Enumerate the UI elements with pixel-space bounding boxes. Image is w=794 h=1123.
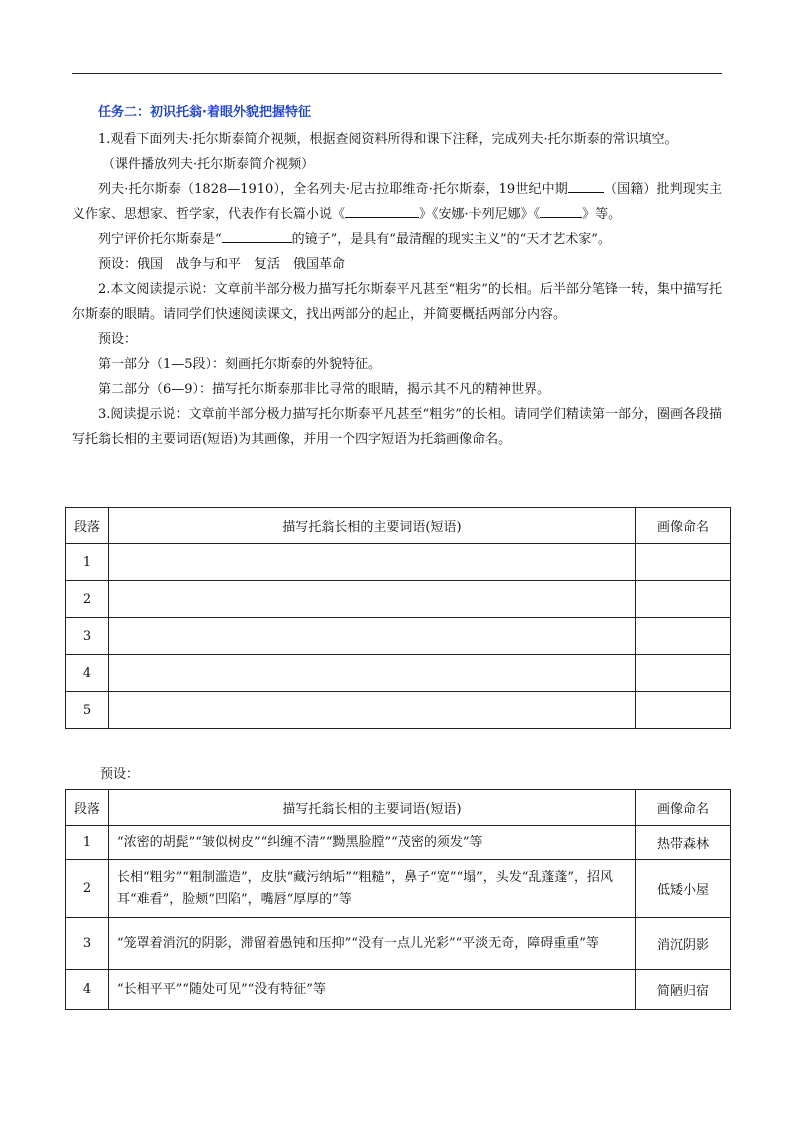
section-title: 任务二：初识托翁·着眼外貌把握特征 xyxy=(98,105,311,120)
row-number: 3 xyxy=(66,618,109,655)
table-row xyxy=(66,918,731,970)
name-cell[interactable] xyxy=(636,544,731,581)
table-row xyxy=(66,860,731,918)
words-cell: “长相平平”“随处可见”“没有特征”等 xyxy=(109,970,636,1010)
fill-text-d: 》等。 xyxy=(582,207,622,222)
fill-text-e: 列宁评价托尔斯泰是“ xyxy=(98,232,222,247)
video-note: （课件播放列夫·托尔斯泰简介视频） xyxy=(102,157,315,172)
row-number: 4 xyxy=(66,970,109,1010)
blank-portrait-table xyxy=(65,507,731,729)
row-number: 2 xyxy=(66,581,109,618)
fill-text-c: 》《安娜·卡列尼娜》《 xyxy=(419,207,541,222)
table-row xyxy=(66,544,731,581)
words-cell[interactable] xyxy=(109,581,636,618)
header-rule xyxy=(72,73,722,74)
preset-answer-1: 预设：俄国 战争与和平 复活 俄国革命 xyxy=(98,257,346,272)
table-row xyxy=(66,826,731,860)
words-cell[interactable] xyxy=(109,618,636,655)
fill-text-f: 的镜子”，是具有“最清醒的现实主义”的“天才艺术家”。 xyxy=(291,232,611,247)
row-number: 1 xyxy=(66,826,109,860)
blank-novel-1[interactable] xyxy=(345,203,419,218)
name-cell[interactable] xyxy=(636,692,731,729)
name-cell: 消沉阴影 xyxy=(636,918,731,970)
question-1: 1.观看下面列夫·托尔斯泰简介视频，根据查阅资料所得和课下注释，完成列夫·托尔斯泰的常识填空。 xyxy=(98,132,678,147)
name-cell: 低矮小屋 xyxy=(636,860,731,918)
row-number: 1 xyxy=(66,544,109,581)
fill-text-a: 列夫·托尔斯泰（1828—1910），全名列夫·尼古拉耶维奇·托尔斯泰，19世纪中期 xyxy=(98,182,568,197)
table-row xyxy=(66,692,731,729)
header-paragraph: 段落 xyxy=(66,790,109,826)
header-name: 画像命名 xyxy=(636,508,731,544)
lenin-quote xyxy=(72,227,722,252)
row-number: 2 xyxy=(66,860,109,918)
words-cell: “浓密的胡髭”“皱似树皮”“纠缠不清”“黝黑脸膛”“茂密的须发”等 xyxy=(109,826,636,860)
name-cell: 简陋归宿 xyxy=(636,970,731,1010)
row-number: 4 xyxy=(66,655,109,692)
words-cell: 长相“粗劣”“粗制滥造”，皮肤“藏污纳垢”“粗糙”，鼻子“宽”“塌”，头发“乱蓬蓬”，招风耳“难看”，脸颊“凹陷”，嘴唇“厚厚的”等 xyxy=(109,860,636,918)
name-cell: 热带森林 xyxy=(636,826,731,860)
table-row xyxy=(66,581,731,618)
part-2: 第二部分（6—9）：描写托尔斯泰那非比寻常的眼睛，揭示其不凡的精神世界。 xyxy=(98,382,551,397)
words-cell: “笼罩着消沉的阴影，滞留着愚钝和压抑”“没有一点儿光彩”“平淡无奇，障碍重重”等 xyxy=(109,918,636,970)
words-cell[interactable] xyxy=(109,655,636,692)
blank-nationality[interactable] xyxy=(568,178,604,193)
question-3: 3.阅读提示说：文章前半部分极力描写托尔斯泰平凡甚至“粗劣”的长相。请同学们精读第一部分，圈画各段描写托翁长相的主要词语(短语)为其画像，并用一个四字短语为托翁画像命名。 xyxy=(72,407,722,447)
fill-in-paragraph xyxy=(72,177,722,227)
blank-novel-2[interactable] xyxy=(540,203,582,218)
name-cell[interactable] xyxy=(636,655,731,692)
name-cell[interactable] xyxy=(636,581,731,618)
row-number: 3 xyxy=(66,918,109,970)
name-cell[interactable] xyxy=(636,618,731,655)
table-row xyxy=(66,655,731,692)
header-paragraph: 段落 xyxy=(66,508,109,544)
row-number: 5 xyxy=(66,692,109,729)
words-cell[interactable] xyxy=(109,544,636,581)
fill-text-b: （国籍）批判现实主义作家、思想家、哲学家，代表作有长篇小说《 xyxy=(72,182,722,222)
preset-label-2: 预设： xyxy=(100,767,140,782)
table-header-row xyxy=(66,790,731,826)
document-body xyxy=(72,100,722,452)
blank-mirror[interactable] xyxy=(222,228,292,243)
question-2: 2.本文阅读提示说：文章前半部分极力描写托尔斯泰平凡甚至“粗劣”的长相。后半部分笔锋一转，集中描写托尔斯泰的眼睛。请同学们快速阅读课文，找出两部分的起止，并简要概括两部分内容。 xyxy=(72,282,722,322)
table-header-row xyxy=(66,508,731,544)
part-1: 第一部分（1—5段）：刻画托尔斯泰的外貌特征。 xyxy=(98,357,382,372)
table-row xyxy=(66,970,731,1010)
preset-label: 预设： xyxy=(98,332,138,347)
answer-portrait-table xyxy=(65,789,731,1010)
header-words: 描写托翁长相的主要词语(短语) xyxy=(109,508,636,544)
table-row xyxy=(66,618,731,655)
header-words: 描写托翁长相的主要词语(短语) xyxy=(109,790,636,826)
words-cell[interactable] xyxy=(109,692,636,729)
header-name: 画像命名 xyxy=(636,790,731,826)
